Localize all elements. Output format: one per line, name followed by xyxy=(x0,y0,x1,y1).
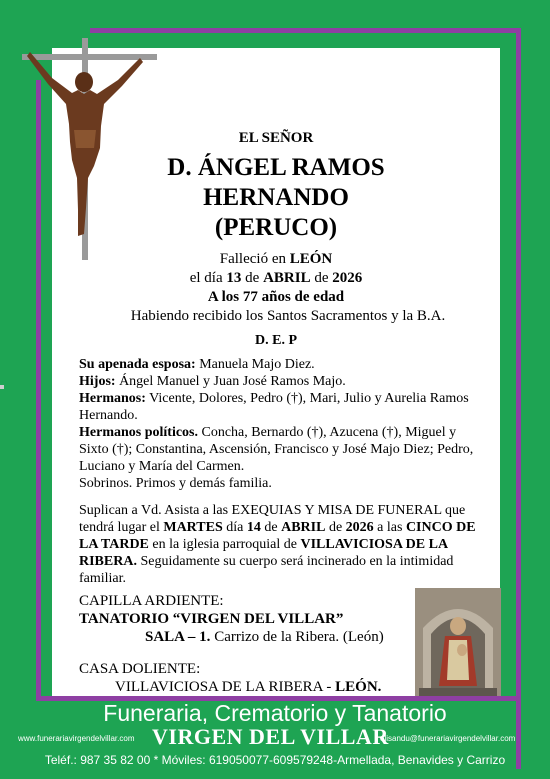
house-place: VILLAVICIOSA DE LA RIBERA - xyxy=(115,679,336,695)
house-label: CASA DOLIENTE: xyxy=(79,661,201,677)
death-month: ABRIL xyxy=(263,270,311,286)
funeral-text-1: Suplican a Vd. Asista a las EXEQUIAS Y MISA DE FUNERAL que tendrá lugar el xyxy=(79,503,466,535)
name-line-2: HERNANDO xyxy=(203,184,349,211)
funeral-text-3: de xyxy=(260,520,282,535)
sons-label: Hijos: xyxy=(79,374,116,389)
funeral-time: CINCO DE LA TARDE xyxy=(79,520,476,552)
house-place-bold: LEÓN. xyxy=(335,679,382,695)
death-year: 2026 xyxy=(332,270,363,286)
siblings-line xyxy=(79,390,479,424)
siblings-label: Hermanos: xyxy=(79,391,146,406)
sala-label: SALA – 1. xyxy=(145,629,211,645)
funeral-text-6: en la iglesia parroquial de xyxy=(148,537,301,552)
funeral-month: ABRIL xyxy=(281,520,326,535)
sacraments-line: Habiendo recibido los Santos Sacramentos y la B.A. xyxy=(130,308,446,324)
wife-label: Su apenada esposa: xyxy=(79,357,196,372)
footer-phones: Teléf.: 987 35 82 00 * Móviles: 619050077-609579248-Armellada, Benavides y Carrizo xyxy=(44,753,506,767)
wife-value: Manuela Majo Diez. xyxy=(195,357,315,372)
age-line: A los 77 años de edad xyxy=(207,289,345,305)
frame-right-line xyxy=(516,28,521,769)
death-date-prefix: el día xyxy=(189,270,227,286)
funeral-weekday: MARTES xyxy=(163,520,223,535)
inlaws-line xyxy=(79,424,479,475)
death-date-sep-1: de xyxy=(241,270,264,286)
funeral-text-2: día xyxy=(222,520,247,535)
tanatorio-name: TANATORIO “VIRGEN DEL VILLAR” xyxy=(79,611,344,627)
funeral-year: 2026 xyxy=(345,520,374,535)
frame-top-line xyxy=(90,28,521,33)
chapel-label: CAPILLA ARDIENTE: xyxy=(79,593,224,609)
funeral-day: 14 xyxy=(246,520,261,535)
edge-mark xyxy=(0,385,4,389)
funeral-text-4: de xyxy=(325,520,346,535)
death-place-line xyxy=(52,250,500,269)
family-section xyxy=(79,356,479,492)
inlaws-value: Concha, Bernardo (†), Azucena (†), Miguel y Sixto (†); Constantina, Ascensión, Francisco y José Majo Diez; Pedro, Luciano y María del Carmen. xyxy=(79,425,474,474)
funeral-church-place: VILLAVICIOSA DE LA RIBERA. xyxy=(79,537,448,569)
name-line-3: (PERUCO) xyxy=(214,214,338,241)
footer-web-link[interactable]: www.funerariavirgendelvillar.com xyxy=(18,734,135,743)
name-line-1: D. ÁNGEL RAMOS xyxy=(167,154,385,181)
funeral-paragraph xyxy=(79,502,479,587)
siblings-value: Vicente, Dolores, Pedro (†), Mari, Julio y Aurelia Ramos Hernando. xyxy=(79,391,469,423)
death-date-line xyxy=(52,269,500,288)
others-line: Sobrinos. Primos y demás familia. xyxy=(79,476,272,491)
dep-line: D. E. P xyxy=(255,333,297,348)
sons-value: Ángel Manuel y Juan José Ramos Majo. xyxy=(115,374,346,389)
wife-line xyxy=(79,356,479,373)
funeral-text-7: Seguidamente su cuerpo será incinerado en la intimidad familiar. xyxy=(79,554,454,586)
sala-value: Carrizo de la Ribera. (León) xyxy=(210,629,384,645)
footer-brand: VIRGEN DEL VILLAR xyxy=(152,724,389,749)
death-day: 13 xyxy=(226,270,242,286)
title-el-senor: EL SEÑOR xyxy=(238,130,314,146)
inlaws-label: Hermanos políticos. xyxy=(79,425,198,440)
funeral-text-5: a las xyxy=(373,520,406,535)
virgin-statue-photo xyxy=(415,588,501,696)
death-place-prefix: Falleció en xyxy=(219,251,290,267)
deceased-name xyxy=(52,153,500,243)
footer-email-link[interactable]: elisandu@funerariavirgendelvillar.com xyxy=(380,734,516,743)
death-date-sep-2: de xyxy=(310,270,333,286)
footer-title: Funeraria, Crematorio y Tanatorio xyxy=(103,700,447,726)
death-place: LEÓN xyxy=(289,251,333,267)
sons-line xyxy=(79,373,479,390)
